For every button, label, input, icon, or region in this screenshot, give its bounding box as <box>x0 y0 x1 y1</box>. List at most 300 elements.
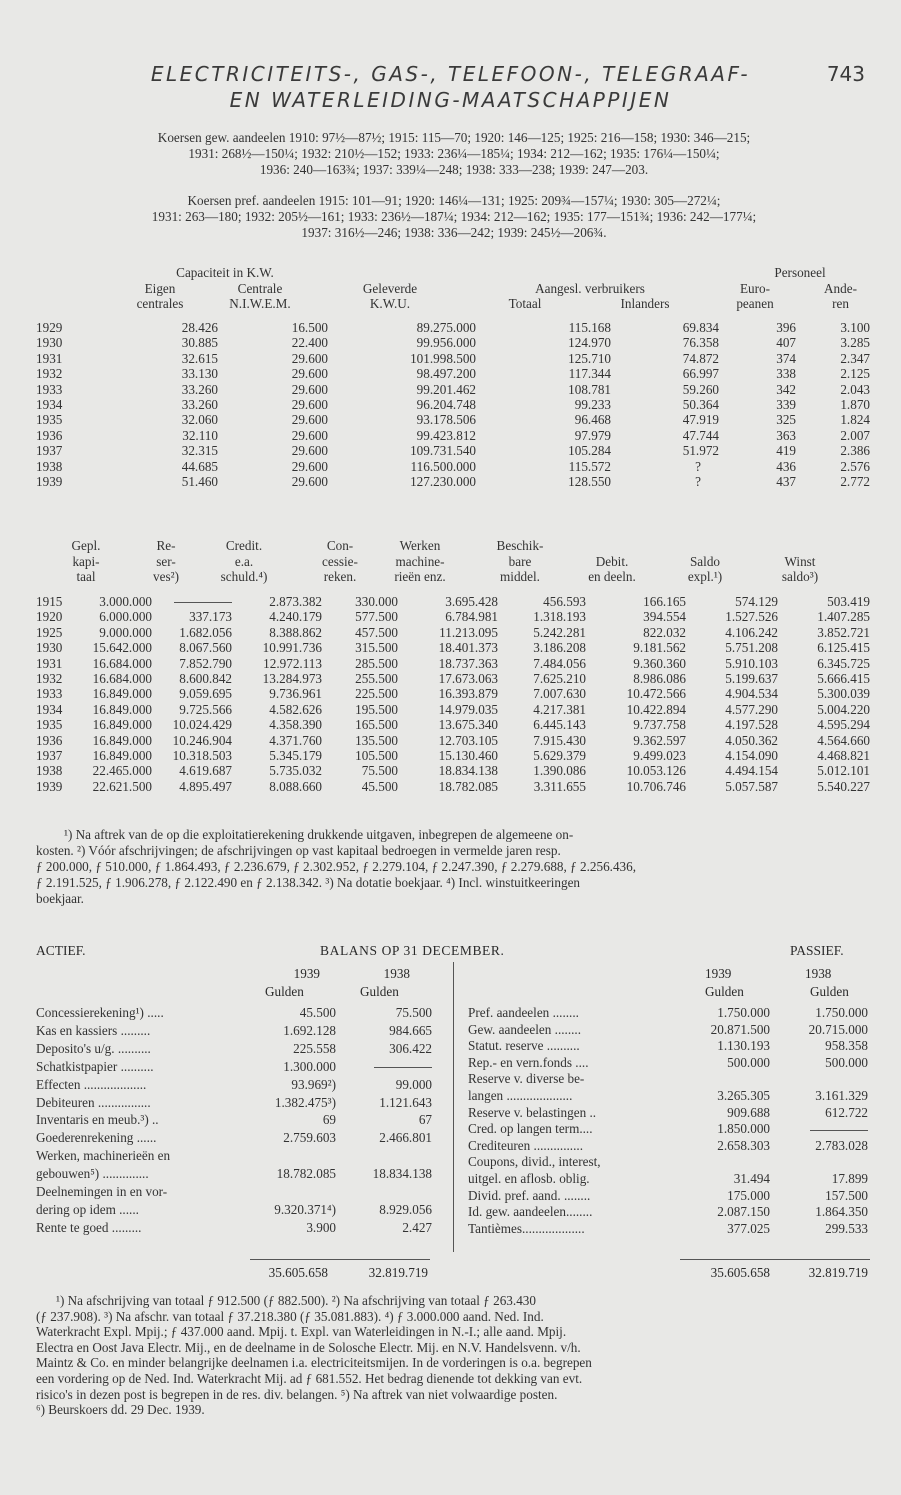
row-year: 1932 <box>36 671 63 687</box>
table-cell: 437 <box>776 474 796 490</box>
table-cell: 4.154.090 <box>725 748 778 764</box>
table-cell: 330.000 <box>355 594 398 609</box>
passief-label: PASSIEF. <box>790 943 844 958</box>
koersen-pref-line: 1937: 316½—246; 1938: 336—242; 1939: 245½—206¾. <box>301 225 607 240</box>
table-cell: 2.347 <box>840 350 870 366</box>
row-year: 1936 <box>36 732 63 748</box>
table-cell: 29.600 <box>291 381 328 397</box>
table-cell: 5.735.032 <box>269 763 322 779</box>
empty-dash <box>810 1130 868 1131</box>
header-line: Debit. <box>595 553 629 569</box>
table-cell: 325 <box>776 412 796 428</box>
passief-value-1939: 1.130.193 <box>717 1038 770 1054</box>
table-cell: 8.067.560 <box>179 640 232 656</box>
table-cell: 13.284.973 <box>262 671 322 687</box>
actief-unit-1938: Gulden <box>360 984 399 999</box>
col-centrale: Centrale N.I.W.E.M. <box>229 281 291 311</box>
table-cell: 14.979.035 <box>438 701 498 717</box>
koersen-gewoon-line: 1936: 240—163¾; 1937: 339¼—248; 1938: 333—238; 1939: 247—203. <box>259 162 649 177</box>
table-cell: 225.500 <box>355 686 398 702</box>
table-cell: 3.695.428 <box>445 594 498 609</box>
table-row <box>36 474 870 489</box>
financial-column-header <box>567 538 657 585</box>
actief-value-1939: 3.900 <box>306 1219 336 1235</box>
koersen-pref-line: 1931: 263—180; 1932: 205½—161; 1933: 236½—187¼; 1934: 212—162; 1935: 177—151¾; 1936: 242—177¼; <box>151 209 757 224</box>
table-cell: 1.527.526 <box>725 609 778 625</box>
passief-total-1938: 32.819.719 <box>808 1265 868 1280</box>
actief-total-1939: 35.605.658 <box>268 1265 328 1280</box>
header-line: Beschik- <box>496 538 544 553</box>
table-cell: 22.465.000 <box>92 763 152 779</box>
passief-value-1938: 958.358 <box>825 1038 868 1054</box>
table-cell: 69.834 <box>682 320 719 335</box>
table-cell: 165.500 <box>355 717 398 733</box>
table-cell: 3.100 <box>840 320 870 335</box>
table-cell: 456.593 <box>543 594 586 609</box>
table-cell: 135.500 <box>355 732 398 748</box>
table-cell: 47.919 <box>682 412 719 428</box>
financial-column-header <box>375 538 465 585</box>
footnote-line: Electra en Oost Java Electr. Mij., en de deelname in de Solosche Electr. Mij. en N.V. Handelsvenn. v/h. <box>36 1339 581 1355</box>
table-cell: 9.059.695 <box>179 686 232 702</box>
table-cell: 108.781 <box>568 381 611 397</box>
page-number: 743 <box>826 62 865 86</box>
table-cell: 4.106.242 <box>725 624 778 640</box>
empty-dash <box>374 1067 432 1068</box>
table-cell: 4.577.290 <box>725 701 778 717</box>
table-row <box>36 702 870 717</box>
financial-column-header <box>480 538 560 585</box>
header-line: ser- <box>156 553 176 569</box>
actief-value-1938: 75.500 <box>395 1005 432 1020</box>
table-cell: 5.910.103 <box>725 655 778 671</box>
passief-item-label: Statut. reserve .......... <box>468 1038 580 1054</box>
table-cell: 4.050.362 <box>725 732 778 748</box>
actief-value-1939: 1.692.128 <box>283 1022 336 1038</box>
row-year: 1938 <box>36 763 63 779</box>
table-cell: 342 <box>776 381 796 397</box>
table-cell: 2.043 <box>840 381 870 397</box>
table-cell: 4.468.821 <box>817 748 870 764</box>
table-cell: 457.500 <box>355 624 398 640</box>
row-year: 1939 <box>36 778 63 794</box>
header-capaciteit: Capaciteit in K.W. <box>176 265 274 280</box>
table-cell: 47.744 <box>682 427 719 443</box>
table-cell: ? <box>695 458 701 474</box>
table-cell: 7.852.790 <box>179 655 232 671</box>
passief-item-label: langen .................... <box>468 1088 573 1103</box>
table-cell: 13.675.340 <box>438 717 498 733</box>
actief-value-1938: 2.427 <box>402 1219 432 1235</box>
table-cell: 33.260 <box>181 397 218 413</box>
table-cell: 125.710 <box>568 350 611 366</box>
table-row <box>36 686 870 701</box>
table-cell: 29.600 <box>291 458 328 474</box>
table-cell: 7.915.430 <box>533 732 586 748</box>
row-year: 1933 <box>36 381 63 397</box>
table-cell: 29.600 <box>291 427 328 443</box>
actief-value-1938: 306.422 <box>389 1040 432 1056</box>
table-cell: 2.772 <box>840 474 870 490</box>
passief-year-1938: 1938 <box>805 966 832 981</box>
table-cell: 5.057.587 <box>725 778 778 794</box>
table-cell: 4.371.760 <box>269 732 322 748</box>
table-cell: 101.998.500 <box>410 350 476 366</box>
table-cell: 5.345.179 <box>269 748 322 764</box>
table-row <box>36 320 870 335</box>
col-eigen: Eigen centrales <box>136 281 184 311</box>
financial-column-header <box>670 538 740 585</box>
table-row <box>36 733 870 748</box>
table-cell: 4.895.497 <box>179 778 232 794</box>
table-cell: 1.390.086 <box>533 763 586 779</box>
table-cell: 9.362.597 <box>633 732 686 748</box>
table-cell: 105.284 <box>568 443 611 459</box>
table-row <box>36 625 870 640</box>
passief-year-1939: 1939 <box>705 966 732 981</box>
table-cell: 10.991.736 <box>262 640 322 656</box>
table-cell: 109.731.540 <box>410 443 476 459</box>
table-cell: 9.725.566 <box>179 701 232 717</box>
table-cell: 3.186.208 <box>533 640 586 656</box>
table-cell: 12.972.113 <box>263 655 322 671</box>
table-row <box>36 594 870 609</box>
actief-value-1938 <box>340 1148 432 1164</box>
table-cell: 128.550 <box>568 474 611 490</box>
table-cell: 1.824 <box>840 412 870 428</box>
passief-value-1939: 175.000 <box>727 1187 770 1203</box>
footnote-line: Waterkracht Expl. Mpij.; ƒ 437.000 aand. Mpij. t. Expl. van Waterleidingen in N.-I.; alle aand. Mpij. <box>36 1324 567 1340</box>
table-cell: 18.737.363 <box>438 655 498 671</box>
header-line: reken. <box>323 569 357 585</box>
passief-item-label: Pref. aandeelen ........ <box>468 1005 579 1020</box>
passief-value-1938: 612.722 <box>825 1104 868 1120</box>
footnote-line: ⁶) Beurskoers dd. 29 Dec. 1939. <box>36 1402 205 1418</box>
col-geleverde: Geleverde K.W.U. <box>362 281 418 311</box>
table-row <box>36 366 870 381</box>
table-cell: 195.500 <box>355 701 398 717</box>
passief-value-1938: 17.899 <box>831 1171 868 1186</box>
table-cell: 394.554 <box>643 609 686 625</box>
actief-value-1938: 984.665 <box>389 1022 432 1038</box>
passief-value-1939 <box>676 1071 770 1087</box>
koersen-gewoon-line: Koersen gew. aandeelen 1910: 97½—87½; 1915: 115—70; 1920: 146—125; 1925: 216—158; 1930: 346—215; <box>157 130 751 145</box>
header-line: Werken <box>399 538 441 553</box>
table-cell: 32.615 <box>181 350 218 366</box>
table-cell: 1.682.056 <box>179 624 232 640</box>
footnote-line: ¹) Na aftrek van de op die exploitatierekening drukkende uitgaven, inbegrepen de algemeene on- <box>64 827 574 842</box>
table-cell: 51.460 <box>181 474 218 490</box>
row-year: 1930 <box>36 640 63 656</box>
table-cell: 8.088.660 <box>269 778 322 794</box>
table-cell: 96.204.748 <box>416 397 476 413</box>
table-row <box>36 748 870 763</box>
table-cell: 3.000.000 <box>99 594 152 609</box>
table-cell: 4.217.381 <box>533 701 586 717</box>
table-cell: 93.178.506 <box>416 412 476 428</box>
table-cell: 255.500 <box>355 671 398 687</box>
passief-item-label: Id. gew. aandeelen........ <box>468 1204 593 1220</box>
table-cell: 44.685 <box>181 458 218 474</box>
table-cell: 396 <box>776 320 796 335</box>
capacity-table <box>36 320 870 489</box>
table-cell: 9.181.562 <box>633 640 686 656</box>
table-cell: 16.393.879 <box>438 686 498 702</box>
table-cell: 33.130 <box>181 366 218 382</box>
col-anderen: Ande- ren <box>824 281 857 311</box>
header-line <box>670 538 740 554</box>
table-cell: 22.400 <box>291 335 328 351</box>
table-cell: 97.979 <box>574 427 611 443</box>
passief-unit-1939: Gulden <box>705 984 744 999</box>
header-line: en deeln. <box>588 569 636 585</box>
table-cell: 10.246.904 <box>172 732 232 748</box>
passief-value-1939: 909.688 <box>727 1104 770 1120</box>
passief-value-1939: 3.265.305 <box>717 1088 770 1103</box>
koersen-gewoon-line: 1931: 268½—150¼; 1932: 210½—152; 1933: 236¼—185¼; 1934: 212—162; 1935: 176¼—150¼; <box>188 146 720 161</box>
financial-column-header <box>765 538 835 585</box>
table-cell: 96.468 <box>574 412 611 428</box>
table-cell: 5.242.281 <box>533 624 586 640</box>
table-cell: 10.422.894 <box>626 701 686 717</box>
table-cell: 3.285 <box>840 335 870 351</box>
header-line: taal <box>76 569 96 585</box>
table-cell: 29.600 <box>291 366 328 382</box>
actief-item-label: gebouwen⁵) .............. <box>36 1166 149 1182</box>
actief-value-1938 <box>340 1184 432 1200</box>
passief-value-1938: 1.864.350 <box>815 1204 868 1220</box>
footnote-line: Maintz & Co. en minder belangrijke deelnamen i.a. electriciteitsmijen. In de vorderingen is o.a. begrepen <box>36 1355 592 1371</box>
row-year: 1937 <box>36 443 63 459</box>
table-cell: 29.600 <box>291 397 328 413</box>
row-year: 1933 <box>36 686 63 702</box>
table-cell: 4.358.390 <box>269 717 322 733</box>
title-line-2: EN WATERLEIDING-MAATSCHAPPIJEN <box>229 88 672 112</box>
table-cell: 7.484.056 <box>533 655 586 671</box>
financial-column-header <box>56 538 116 585</box>
table-cell: 12.703.105 <box>438 732 498 748</box>
table-cell: 5.300.039 <box>817 686 870 702</box>
table-cell: 18.834.138 <box>438 763 498 779</box>
header-line: schuld.⁴) <box>220 569 268 585</box>
footnote-line: een vordering op de Ned. Ind. Waterkracht Mij. ad ƒ 681.552. Het bedrag dienende tot dekking van evt. <box>36 1370 583 1386</box>
table-cell: 574.129 <box>735 594 778 609</box>
financial-table <box>36 594 870 794</box>
table-cell: 1.407.285 <box>817 609 870 625</box>
passief-item-label: Reserve v. diverse be- <box>468 1071 585 1087</box>
table-cell: 822.032 <box>643 624 686 640</box>
table-cell: 4.619.687 <box>179 763 232 779</box>
passief-value-1939: 2.087.150 <box>717 1204 770 1220</box>
actief-item-label: Deposito's u/g. .......... <box>36 1040 151 1056</box>
table-cell: 10.024.429 <box>172 717 232 733</box>
header-line: cessie- <box>322 553 358 569</box>
header-line: machine- <box>395 553 445 569</box>
financial-column-header <box>310 538 370 585</box>
footnote-line: ¹) Na afschrijving van totaal ƒ 912.500 (ƒ 882.500). ²) Na afschrijving van totaal ƒ 263.430 <box>56 1293 536 1308</box>
actief-value-1938: 99.000 <box>395 1076 432 1092</box>
table-cell: 75.500 <box>361 763 398 779</box>
table-cell: 50.364 <box>682 397 719 413</box>
actief-total-rule <box>250 1259 430 1260</box>
table-cell: 1.870 <box>840 397 870 413</box>
koersen-gewoon <box>36 130 872 178</box>
passief-item-label: Gew. aandeelen ........ <box>468 1021 582 1037</box>
passief-total-rule <box>680 1259 870 1260</box>
header-line: saldo³) <box>781 569 819 585</box>
passief-item-label: Divid. pref. aand. ........ <box>468 1187 591 1203</box>
passief-value-1939: 31.494 <box>733 1171 770 1186</box>
table-cell: 577.500 <box>355 609 398 625</box>
table-cell: 16.849.000 <box>92 686 152 702</box>
table-cell: 338 <box>776 366 796 382</box>
passief-item-label: Tantièmes................... <box>468 1220 585 1236</box>
table-cell: 99.423.812 <box>416 427 476 443</box>
table-cell: 8.600.842 <box>179 671 232 687</box>
table-cell: 98.497.200 <box>416 366 476 382</box>
actief-value-1939: 9.320.371⁴) <box>274 1201 336 1217</box>
row-year: 1931 <box>36 655 63 671</box>
actief-value-1939: 45.500 <box>299 1005 336 1020</box>
header-line: kapi- <box>72 553 100 569</box>
table-cell: 285.500 <box>355 655 398 671</box>
table-cell: 363 <box>776 427 796 443</box>
table-cell: 436 <box>776 458 796 474</box>
actief-value-1939: 93.969²) <box>291 1076 336 1092</box>
passief-value-1938 <box>776 1154 868 1170</box>
table-cell: 115.572 <box>568 458 611 474</box>
passief-value-1939: 377.025 <box>727 1220 770 1236</box>
table-row <box>36 671 870 686</box>
actief-value-1939: 69 <box>322 1112 336 1128</box>
passief-value-1938: 299.533 <box>825 1220 868 1236</box>
table-cell: 105.500 <box>355 748 398 764</box>
row-year: 1938 <box>36 458 63 474</box>
actief-value-1938: 2.466.801 <box>379 1130 432 1146</box>
passief-value-1939 <box>676 1154 770 1170</box>
table-cell: 4.595.294 <box>817 717 870 733</box>
header-aangesl: Aangesl. verbruikers <box>535 281 645 296</box>
table-cell: 419 <box>776 443 796 459</box>
table-row <box>36 640 870 655</box>
table-cell: 117.344 <box>568 366 611 382</box>
actief-value-1939 <box>240 1184 336 1200</box>
table-cell: 124.970 <box>568 335 611 351</box>
actief-value-1938: 67 <box>418 1112 432 1128</box>
table-cell: 74.872 <box>682 350 719 366</box>
row-year: 1935 <box>36 717 63 733</box>
footnote-balans <box>36 1293 872 1418</box>
table-cell: 337.173 <box>189 609 232 625</box>
passief-value-1939: 500.000 <box>727 1054 770 1070</box>
row-year: 1936 <box>36 427 63 443</box>
header-line: Re- <box>156 538 176 553</box>
actief-value-1938 <box>340 1059 432 1075</box>
footnote-line: risico's in dezen post is begrepen in de res. div. belangen. ⁵) Na aftrek van niet volwaardige posten. <box>36 1386 558 1402</box>
actief-unit-1939: Gulden <box>265 984 304 999</box>
table-cell: 127.230.000 <box>410 474 476 490</box>
table-row <box>36 335 870 350</box>
table-cell: 15.130.460 <box>438 748 498 764</box>
table-row <box>36 397 870 412</box>
financial-column-header <box>136 538 196 585</box>
actief-item-label: Goederenrekening ...... <box>36 1130 157 1146</box>
actief-item-label: Kas en kassiers ......... <box>36 1022 151 1038</box>
actief-item-label: Debiteuren ................ <box>36 1094 151 1110</box>
table-row <box>36 717 870 732</box>
table-cell: 99.201.462 <box>416 381 476 397</box>
actief-total-1938: 32.819.719 <box>368 1265 428 1280</box>
actief-item-label: Werken, machinerieën en <box>36 1148 171 1164</box>
table-cell <box>152 594 232 609</box>
table-row <box>36 779 870 794</box>
table-cell: 32.110 <box>182 427 218 443</box>
table-cell: ? <box>695 474 701 490</box>
header-line: rieën enz. <box>394 569 446 585</box>
footnote-line: boekjaar. <box>36 891 84 906</box>
header-line: middel. <box>500 569 540 585</box>
table-cell: 18.401.373 <box>438 640 498 656</box>
footnote-line: kosten. ²) Vóór afschrijvingen; de afschrijvingen op vast kapitaal bedroegen in vermelde jaren resp. <box>36 843 561 858</box>
table-cell: 29.600 <box>291 412 328 428</box>
table-cell: 89.275.000 <box>416 320 476 335</box>
table-cell: 4.494.154 <box>725 763 778 779</box>
table-cell: 59.260 <box>682 381 719 397</box>
passief-unit-1938: Gulden <box>810 984 849 999</box>
koersen-pref <box>36 193 872 241</box>
table-cell: 6.345.725 <box>817 655 870 671</box>
actief-value-1939: 2.759.603 <box>283 1130 336 1146</box>
table-row <box>36 459 870 474</box>
col-europeanen: Euro- peanen <box>736 281 774 311</box>
table-cell: 1.318.193 <box>533 609 586 625</box>
table-cell: 29.600 <box>291 350 328 366</box>
table-cell: 7.007.630 <box>533 686 586 702</box>
header-line: Winst <box>784 553 816 569</box>
actief-value-1939: 225.558 <box>293 1040 336 1056</box>
table-cell: 10.053.126 <box>626 763 686 779</box>
table-cell: 5.199.637 <box>725 671 778 687</box>
table-cell: 315.500 <box>355 640 398 656</box>
row-year: 1934 <box>36 397 63 413</box>
table-cell: 16.500 <box>291 320 328 335</box>
table-cell: 16.684.000 <box>92 655 152 671</box>
table-cell: 10.472.566 <box>626 686 686 702</box>
actief-item-label: Rente te goed ......... <box>36 1219 142 1235</box>
table-cell: 8.986.086 <box>633 671 686 687</box>
table-row <box>36 609 870 624</box>
row-year: 1932 <box>36 366 63 382</box>
koersen-pref-line: Koersen pref. aandeelen 1915: 101—91; 1920: 146¼—131; 1925: 209¾—157¼; 1930: 305—272¼; <box>187 193 721 208</box>
table-cell: 5.004.220 <box>817 701 870 717</box>
passief-value-1938 <box>776 1121 868 1137</box>
table-cell: 9.499.023 <box>633 748 686 764</box>
table-row <box>36 412 870 427</box>
row-year: 1931 <box>36 350 63 366</box>
table-cell: 99.233 <box>574 397 611 413</box>
passief-value-1938: 3.161.329 <box>815 1088 868 1103</box>
table-cell: 16.849.000 <box>92 748 152 764</box>
table-cell: 9.360.360 <box>633 655 686 671</box>
table-cell: 9.000.000 <box>99 624 152 640</box>
table-cell: 4.197.528 <box>725 717 778 733</box>
table-cell: 5.666.415 <box>817 671 870 687</box>
row-year: 1929 <box>36 320 63 335</box>
passief-value-1938 <box>776 1071 868 1087</box>
actief-item-label: Schatkistpapier .......... <box>36 1058 154 1074</box>
table-cell: 16.849.000 <box>92 717 152 733</box>
table-cell: 51.972 <box>682 443 719 459</box>
